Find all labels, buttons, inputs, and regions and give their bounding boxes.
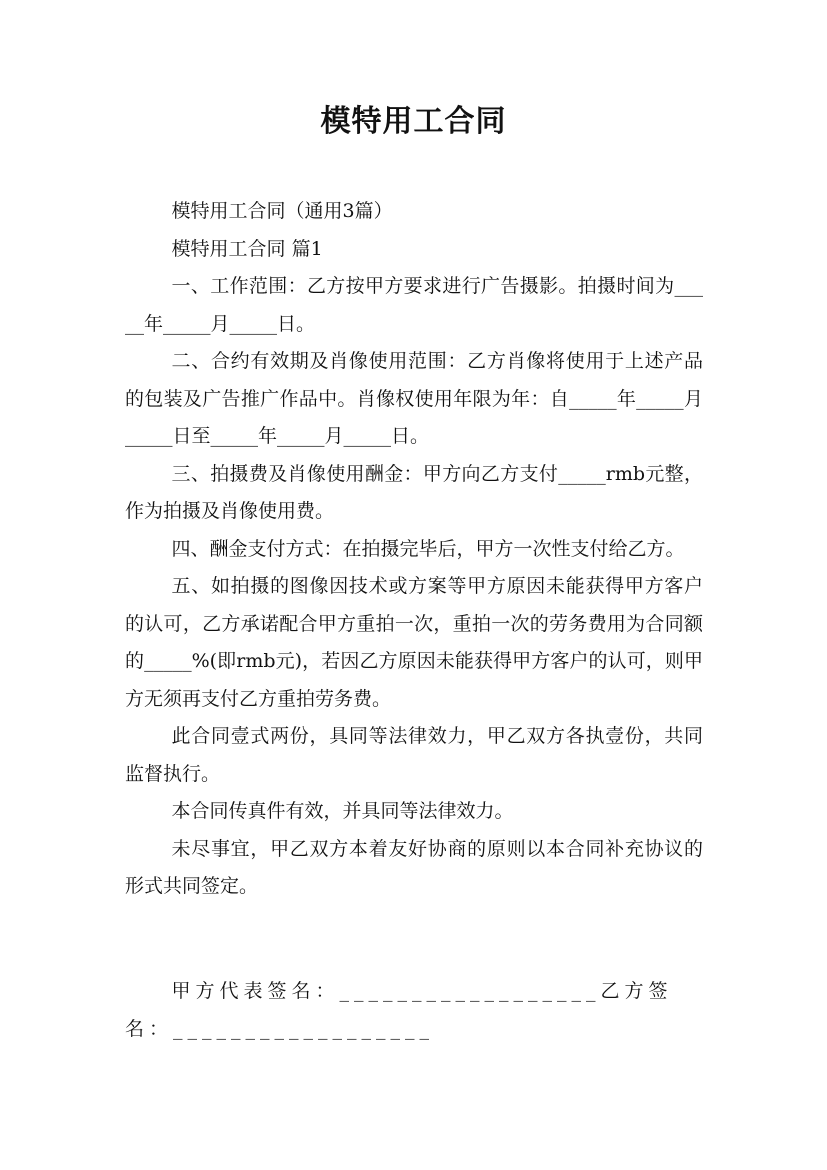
document-title: 模特用工合同 — [320, 104, 507, 139]
clause-copies: 此合同壹式两份，具同等法律效力，甲乙双方各执壹份，共同监督执行。 — [125, 725, 703, 785]
document-body — [125, 193, 703, 906]
clause-payment-method: 四、酬金支付方式：在拍摄完毕后，甲方一次性支付给乙方。 — [171, 537, 685, 560]
section-heading: 模特用工合同 篇1 — [171, 237, 323, 260]
clause-fax-validity: 本合同传真件有效，并具同等法律效力。 — [171, 800, 514, 822]
clause-reshoot: 五、如拍摄的图像因技术或方案等甲方原因未能获得甲方客户的认可，乙方承诺配合甲方重拍一次，重拍一次的劳务费用为合同额的_____%(即rmb元)，若因乙方原因未能获得甲方客户的认可，则甲方无须再支付乙方重拍劳务费。 — [125, 575, 703, 710]
clause-validity-period: 二、合约有效期及肖像使用范围：乙方肖像将使用于上述产品的包装及广告推广作品中。肖像权使用年限为年：自_____年_____月_____日至_____年_____月_____日。 — [125, 350, 703, 447]
clause-work-scope: 一、工作范围：乙方按甲方要求进行广告摄影。拍摄时间为_____年_____月_____日。 — [125, 275, 703, 335]
clause-supplementary: 未尽事宜，甲乙双方本着友好协商的原则以本合同补充协议的形式共同签定。 — [125, 837, 703, 897]
document-subtitle: 模特用工合同（通用3篇） — [171, 200, 393, 222]
clause-fee: 三、拍摄费及肖像使用酬金：甲方向乙方支付_____rmb元整，作为拍摄及肖像使用费。 — [125, 462, 703, 522]
signature-line: 甲方代表签名：__________________乙方签名：__________________ — [125, 980, 673, 1040]
